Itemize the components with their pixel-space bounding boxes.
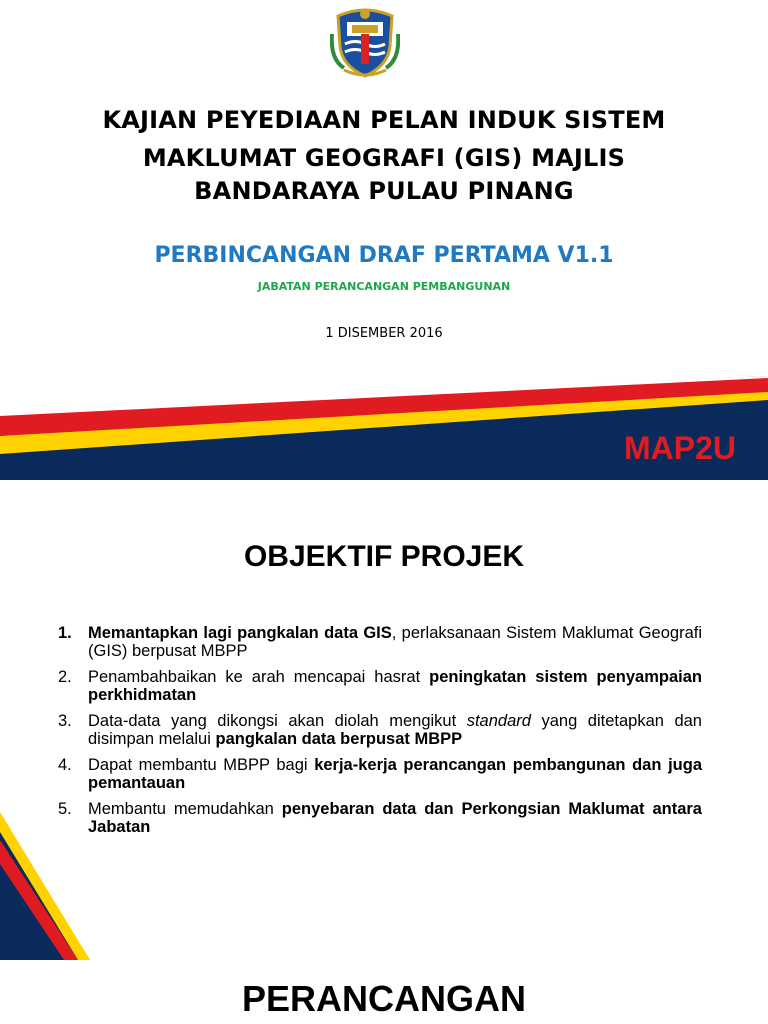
item-number: 4. bbox=[58, 756, 72, 774]
objective-item bbox=[58, 668, 702, 704]
slide-title-line-1: KAJIAN PEYEDIAAN PELAN INDUK SISTEM bbox=[102, 106, 666, 134]
item-text-bold: peningkatan sistem penyampaian perkhidmatan bbox=[88, 668, 702, 704]
item-number: 1. bbox=[58, 624, 72, 642]
item-text-bold: kerja-kerja perancangan pembangunan dan juga pemantauan bbox=[88, 756, 702, 792]
objective-item bbox=[58, 624, 702, 660]
objectives-heading: OBJEKTIF PROJEK bbox=[243, 540, 525, 573]
planning-slide bbox=[0, 960, 768, 1024]
objectives-list bbox=[58, 624, 702, 844]
slide-subtitle: PERBINCANGAN DRAF PERTAMA V1.1 bbox=[154, 243, 614, 268]
slide-title-line-3: BANDARAYA PULAU PINANG bbox=[194, 177, 574, 205]
item-text-italic: standard bbox=[466, 712, 531, 730]
planning-heading: PERANCANGAN bbox=[241, 978, 526, 1019]
objective-item bbox=[58, 756, 702, 792]
item-number: 5. bbox=[58, 800, 72, 818]
item-text: , perlaksanaan Sistem Maklumat Geografi (GIS) berpusat MBPP bbox=[88, 624, 702, 660]
item-text-bold: Memantapkan lagi pangkalan data GIS bbox=[88, 624, 392, 642]
item-text: Data-data yang dikongsi akan diolah mengikut bbox=[88, 712, 467, 730]
title-slide bbox=[0, 0, 768, 480]
presentation-date: 1 DISEMBER 2016 bbox=[325, 326, 443, 341]
penang-city-council-crest bbox=[330, 4, 400, 80]
item-number: 3. bbox=[58, 712, 72, 730]
item-text: Membantu memudahkan bbox=[88, 800, 282, 818]
slide-title-line-2: MAKLUMAT GEOGRAFI (GIS) MAJLIS bbox=[142, 144, 626, 172]
item-text-bold: penyebaran data dan Perkongsian Maklumat antara Jabatan bbox=[88, 800, 702, 836]
department-name: JABATAN PERANCANGAN PEMBANGUNAN bbox=[257, 280, 511, 293]
map2u-logo: MAP2U bbox=[624, 430, 737, 466]
item-text: yang ditetapkan dan disimpan melalui bbox=[88, 712, 702, 748]
item-text: Dapat membantu MBPP bagi bbox=[88, 756, 315, 774]
item-text-bold: pangkalan data berpusat MBPP bbox=[215, 730, 463, 748]
item-text: Penambahbaikan ke arah mencapai hasrat bbox=[88, 668, 430, 686]
item-number: 2. bbox=[58, 668, 72, 686]
objective-item bbox=[58, 712, 702, 748]
objective-item bbox=[58, 800, 702, 836]
